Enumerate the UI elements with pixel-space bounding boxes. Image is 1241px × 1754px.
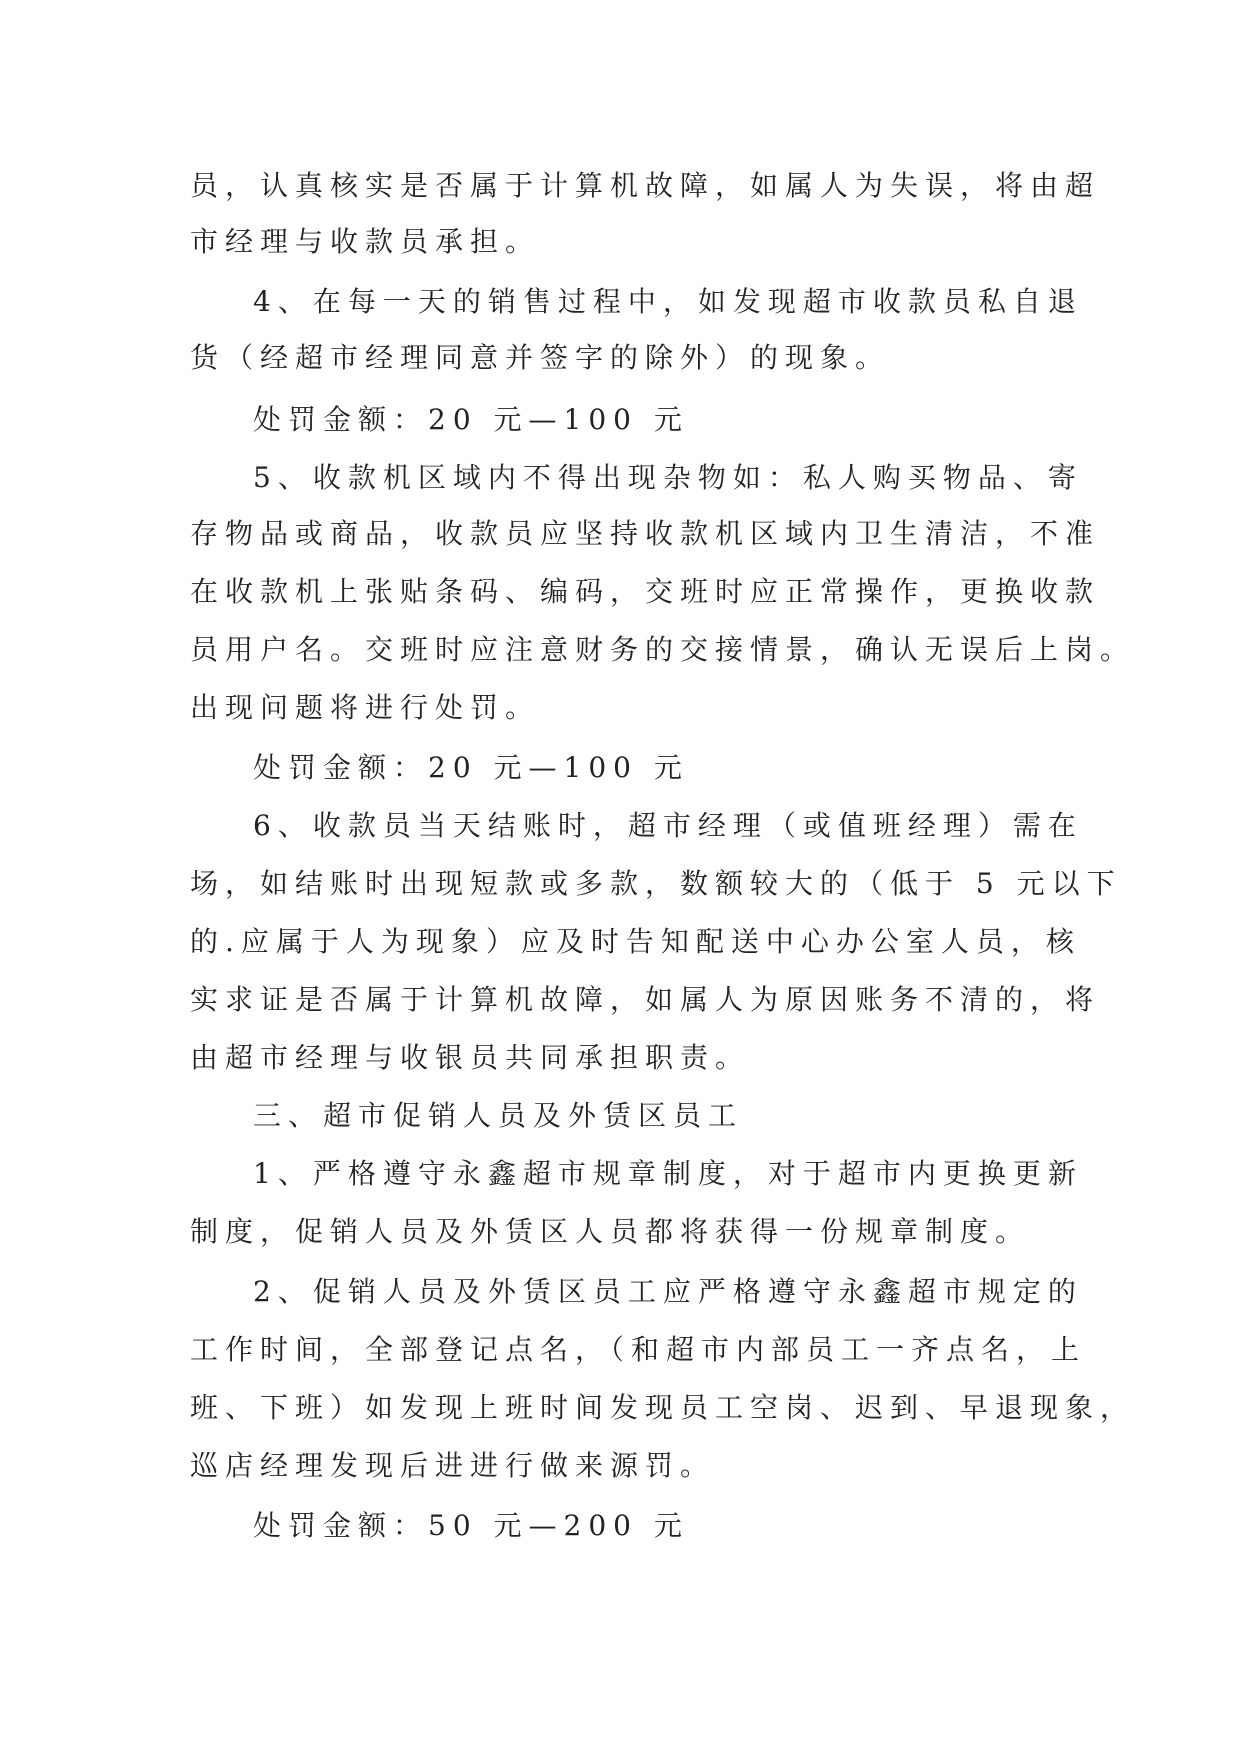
text-line: 员，认真核实是否属于计算机故障，如属人为失误，将由超	[190, 169, 1101, 202]
text-line: 的.应属于人为现象）应及时告知配送中心办公室人员，核	[190, 925, 1081, 958]
penalty-line: 处罚金额：50 元—200 元	[253, 1509, 689, 1542]
text-line: 2、促销人员及外赁区员工应严格遵守永鑫超市规定的	[253, 1275, 1083, 1308]
penalty-line: 处罚金额：20 元—100 元	[253, 403, 689, 436]
text-line: 市经理与收款员承担。	[190, 225, 541, 258]
text-line: 6、收款员当天结账时，超市经理（或值班经理）需在	[253, 809, 1083, 842]
text-line: 在收款机上张贴条码、编码，交班时应正常操作，更换收款	[190, 575, 1101, 608]
text-line: 实求证是否属于计算机故障，如属人为原因账务不清的，将	[190, 983, 1101, 1016]
text-line: 员用户名。交班时应注意财务的交接情景，确认无误后上岗。	[190, 633, 1136, 666]
text-line: 巡店经理发现后进进行做来源罚。	[190, 1449, 716, 1482]
text-line: 班、下班）如发现上班时间发现员工空岗、迟到、早退现象，	[190, 1391, 1136, 1424]
text-line: 制度，促销人员及外赁区人员都将获得一份规章制度。	[190, 1215, 1031, 1248]
text-line: 货（经超市经理同意并签字的除外）的现象。	[190, 341, 891, 374]
text-line: 5、收款机区域内不得出现杂物如：私人购买物品、寄	[253, 461, 1083, 494]
text-line: 4、在每一天的销售过程中，如发现超市收款员私自退	[253, 285, 1083, 318]
text-line: 出现问题将进行处罚。	[190, 691, 541, 724]
penalty-line: 处罚金额：20 元—100 元	[253, 751, 689, 784]
text-line: 场，如结账时出现短款或多款，数额较大的（低于 5 元以下	[190, 867, 1122, 900]
text-line: 1、严格遵守永鑫超市规章制度，对于超市内更换更新	[253, 1157, 1083, 1190]
text-line: 由超市经理与收银员共同承担职责。	[190, 1041, 751, 1074]
text-line: 存物品或商品，收款员应坚持收款机区域内卫生清洁，不准	[190, 517, 1101, 550]
text-line: 工作时间，全部登记点名，（和超市内部员工一齐点名，上	[190, 1333, 1087, 1366]
section-heading: 三、超市促销人员及外赁区员工	[253, 1099, 744, 1132]
